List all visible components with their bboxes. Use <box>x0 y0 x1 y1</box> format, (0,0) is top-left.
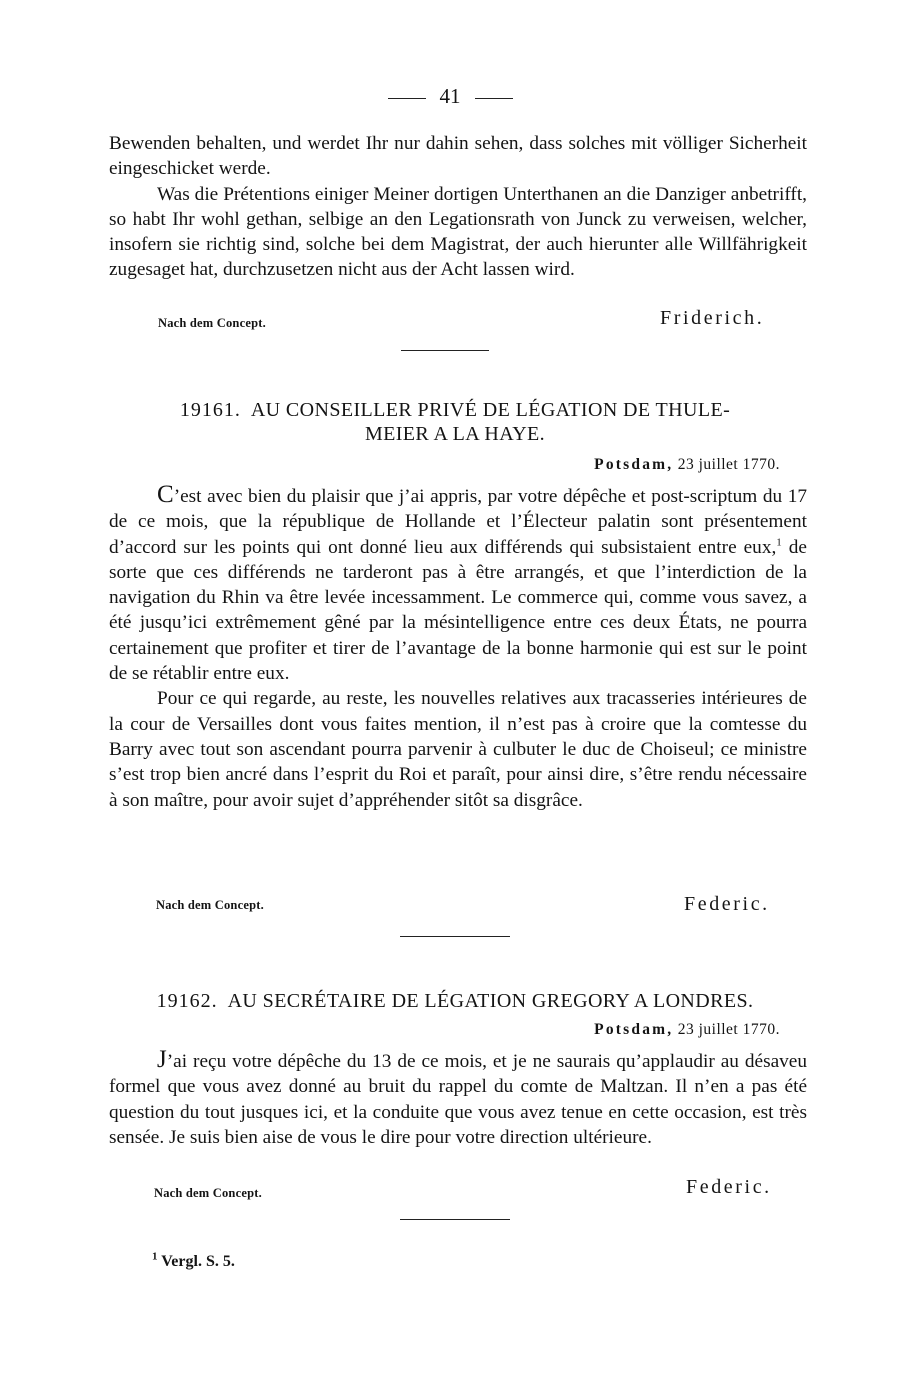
continuation-paragraph-1: Bewenden behalten, und werdet Ihr nur dahin sehen, dass solches mit völliger Sicherheit eingeschicket werde. <box>109 133 807 180</box>
continuation-text <box>109 131 807 283</box>
letter-19161-paragraph-1-text-cont: de sorte que ces différends ne tarderont pas à être arrangés, et que l’interdiction de la navigation du Rhin va être levée incessamment. Le commerce qui, comme vous savez, a été jusqu’ici extrêmement gêné par la mésintelligence entre ces deux États, ne pourra certainement que profiter et tirer de l’avantage de la bonne harmonie qui est sur le point de se rétablir entre eux. <box>109 536 807 685</box>
letter-19162-dropcap: J <box>157 1046 167 1073</box>
page-number-dash-right <box>475 98 513 99</box>
continuation-paragraph-2: Was die Prétentions einiger Meiner dortigen Unterthanen an die Danziger anbetrifft, so habt Ihr wohl gethan, selbige an den Legationsrath von Junck zu verweisen, welcher, insofern sie richtig sind, solche bei dem Magistrat, der auch hierunter alle Willfährigkeit zugesaget hat, durchzusetzen nicht aus der Acht lassen wird. <box>109 183 807 281</box>
continuation-source-note: Nach dem Concept. <box>158 316 266 330</box>
letter-19161-heading <box>100 398 810 446</box>
letter-19161-date: 23 juillet 1770. <box>677 456 780 473</box>
letter-19162-place: Potsdam, <box>594 1021 674 1038</box>
letter-19161-signature: Federic. <box>684 893 770 915</box>
letter-19162-paragraph-1-text: ’ai reçu votre dépêche du 13 de ce mois, et je ne saurais qu’applaudir au désaveu formel que vous avez donné au bruit du rappel du comte de Maltzan. Il n’en a pas été question du tout jusques ici, et la conduite que vous avez tenue en cette occasion, est très sensée. Je suis bien aise de vous le dire pour votre direction ultérieure. <box>109 1051 807 1148</box>
letter-19162-signature: Federic. <box>686 1176 772 1198</box>
letter-19161-paragraph-1-text: ’est avec bien du plaisir que j’ai appris, par votre dépêche et post-scriptum du 17 de ce mois, que la république de Hollande et l’Électeur palatin sont présentement d’accord sur les points qui ont donné lieu aux différends qui subsistaient entre eux, <box>109 486 807 558</box>
letter-19161-source-note: Nach dem Concept. <box>156 898 264 912</box>
letter-19162-heading <box>100 989 810 1013</box>
letter-19161-place: Potsdam, <box>594 456 674 473</box>
letter-19162-paragraph-1 <box>109 1047 807 1150</box>
letter-19161-paragraph-1 <box>109 482 807 686</box>
letter-19162-heading-text: AU SECRÉTAIRE DE LÉGATION GREGORY A LONDRES. <box>227 990 754 1012</box>
continuation-signature: Friderich. <box>660 307 765 329</box>
letter-19161-paragraph-2: Pour ce qui regarde, au reste, les nouvelles relatives aux tracasseries intérieures de la cour de Versailles dont vous faites mention, il n’est pas à croire que la comtesse du Barry avec tout son ascendant pourra parvenir à culbuter le duc de Choiseul; ce ministre s’est trop bien ancré dans l’esprit du Roi et paraît, pour ainsi dire, s’être rendu nécessaire à son maître, pour avoir sujet d’appréhender sitôt sa disgrâce. <box>109 688 807 811</box>
letter-19162-dateline <box>594 1021 780 1039</box>
footnote-marker: 1 <box>152 1250 158 1263</box>
letter-19162-body <box>109 1047 807 1150</box>
letter-19161-heading-line2: MEIER A LA HAYE. <box>364 423 546 445</box>
letter-19161-number: 19161. <box>179 399 241 421</box>
page-number-text: 41 <box>439 84 461 108</box>
letter-19162-number: 19162. <box>156 990 218 1012</box>
page-number <box>0 84 900 109</box>
letter-19162-source-note: Nach dem Concept. <box>154 1186 262 1200</box>
page-number-dash-left <box>388 98 426 99</box>
letter-19161-body <box>109 482 807 813</box>
section-divider-2 <box>400 936 510 937</box>
footnote <box>152 1250 235 1271</box>
footnote-reference: 1 <box>776 536 782 549</box>
letter-19161-dropcap: C <box>157 481 174 508</box>
section-divider-3 <box>400 1219 510 1220</box>
section-divider-1 <box>401 350 489 351</box>
letter-19161-dateline <box>594 456 780 474</box>
letter-19161-heading-line1: AU CONSEILLER PRIVÉ DE LÉGATION DE THULE- <box>250 399 731 421</box>
letter-19162-date: 23 juillet 1770. <box>677 1021 780 1038</box>
footnote-text: Vergl. S. 5. <box>161 1253 235 1270</box>
